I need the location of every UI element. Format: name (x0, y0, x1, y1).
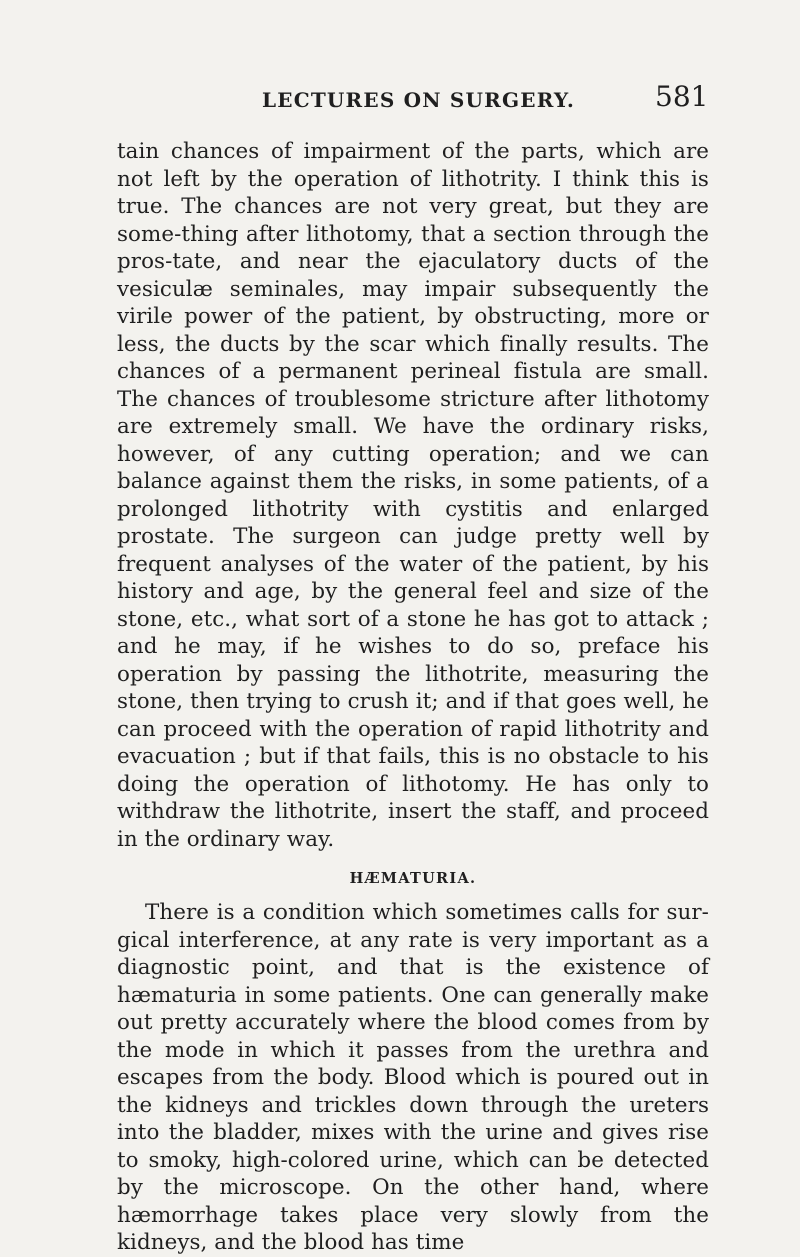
running-head: LECTURES ON SURGERY. (262, 88, 575, 112)
paragraph-haematuria: There is a condition which sometimes calls for sur-gical interference, at any rate is very important as a diagnostic point, and that is the existence of hæmaturia in some patients. One can generally make out pretty accurately where the blood comes from by the mode in which it passes from the urethra and escapes from the body. Blood which is poured out in the kidneys and trickles down through the ureters into the bladder, mixes with the urine and gives rise to smoky, high-colored urine, which can be detected by the microscope. On the other hand, where hæmorrhage takes place very slowly from the kidneys, and the blood has time (117, 900, 709, 1255)
page-number: 581 (655, 80, 709, 113)
body-text (117, 138, 709, 1257)
paragraph-continuation: tain chances of impairment of the parts, which are not left by the operation of lithotrity. I think this is true. The chances are not very great, but they are some-thing after lithotomy, that a section through the pros-tate, and near the ejaculatory ducts of the vesiculæ seminales, may impair subsequently the virile power of the patient, by obstructing, more or less, the ducts by the scar which finally results. The chances of a permanent perineal fistula are small. The chances of troublesome stricture after lithotomy are extremely small. We have the ordinary risks, however, of any cutting operation; and we can balance against them the risks, in some patients, of a prolonged lithotrity with cystitis and enlarged prostate. The surgeon can judge pretty well by frequent analyses of the water of the patient, by his history and age, by the general feel and size of the stone, etc., what sort of a stone he has got to attack ; and he may, if he wishes to do so, preface his operation by passing the lithotrite, measuring the stone, then trying to crush it; and if that goes well, he can proceed with the operation of rapid lithotrity and evacuation ; but if that fails, this is no obstacle to his doing the operation of lithotomy. He has only to withdraw the lithotrite, insert the staff, and proceed in the ordinary way. (117, 139, 709, 852)
section-heading-haematuria: HÆMATURIA. (349, 870, 477, 887)
